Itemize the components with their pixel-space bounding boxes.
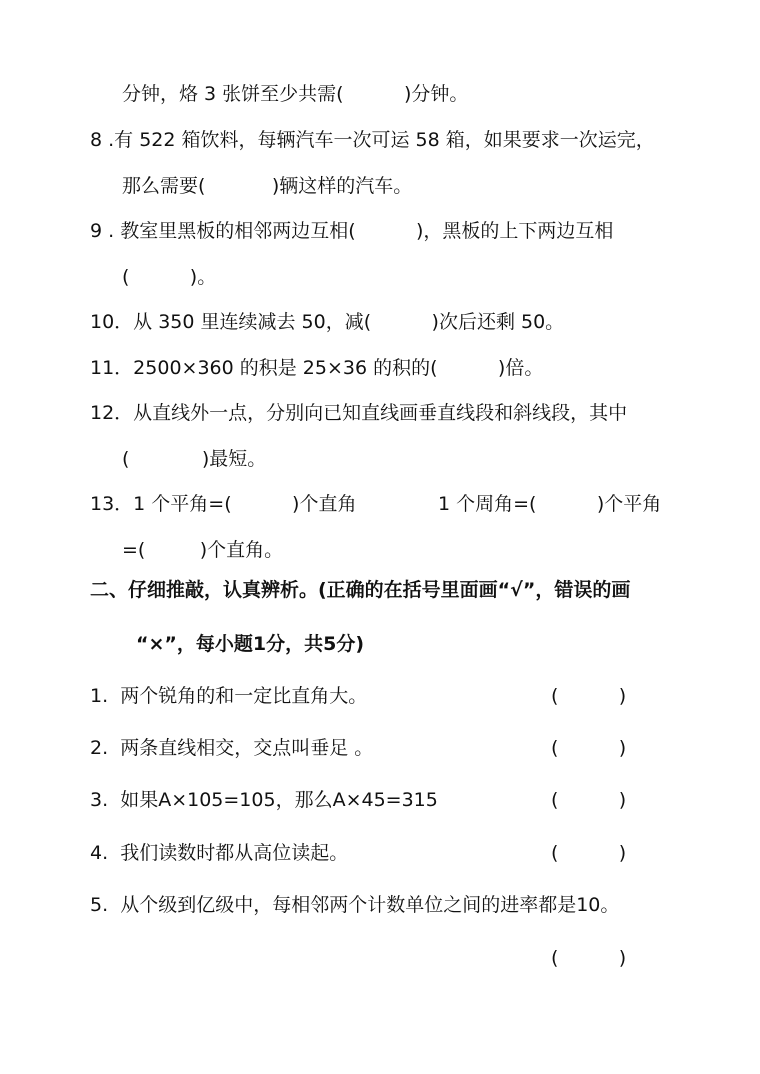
q9-line1: 9 . 教室里黑板的相邻两边互相( )，黑板的上下两边互相 <box>90 220 614 242</box>
judge-item-5: 5. 从个级到亿级中，每相邻两个计数单位之间的进率都是10。 <box>90 894 620 916</box>
answer-paren-3[interactable]: ( ) <box>551 789 627 811</box>
answer-paren-4[interactable]: ( ) <box>551 842 627 864</box>
q13-line1-part-b: 1 个周角=( )个平角 <box>438 493 662 515</box>
answer-paren-5[interactable]: ( ) <box>551 947 627 969</box>
q7-continuation: 分钟，烙 3 张饼至少共需( )分钟。 <box>122 83 469 105</box>
q13-line2: =( )个直角。 <box>122 539 284 561</box>
judge-item-2: 2. 两条直线相交，交点叫垂足 。 <box>90 737 374 759</box>
q8-line1: 8 .有 522 箱饮料，每辆汽车一次可运 58 箱，如果要求一次运完， <box>90 129 655 151</box>
judge-item-4: 4. 我们读数时都从高位读起。 <box>90 842 349 864</box>
answer-paren-1[interactable]: ( ) <box>551 685 627 707</box>
judge-item-3: 3. 如果A×105=105，那么A×45=315 <box>90 789 438 811</box>
q9-line2: ( )。 <box>122 266 217 288</box>
q8-line2: 那么需要( )辆这样的汽车。 <box>122 175 413 197</box>
q12-line1: 12．从直线外一点，分别向已知直线画垂直线段和斜线段，其中 <box>90 402 628 424</box>
q12-line2: ( )最短。 <box>122 448 267 470</box>
q10: 10．从 350 里连续减去 50，减( )次后还剩 50。 <box>90 311 565 333</box>
section-two-heading-line1: 二、仔细推敲，认真辨析。(正确的在括号里面画“√”，错误的画 <box>90 579 631 601</box>
q13-line1-part-a: 13．1 个平角=( )个直角 <box>90 493 357 515</box>
judge-item-1: 1. 两个锐角的和一定比直角大。 <box>90 685 368 707</box>
section-two-heading-line2: “×”，每小题1分，共5分) <box>136 633 365 655</box>
answer-paren-2[interactable]: ( ) <box>551 737 627 759</box>
q11: 11．2500×360 的积是 25×36 的积的( )倍。 <box>90 357 544 379</box>
